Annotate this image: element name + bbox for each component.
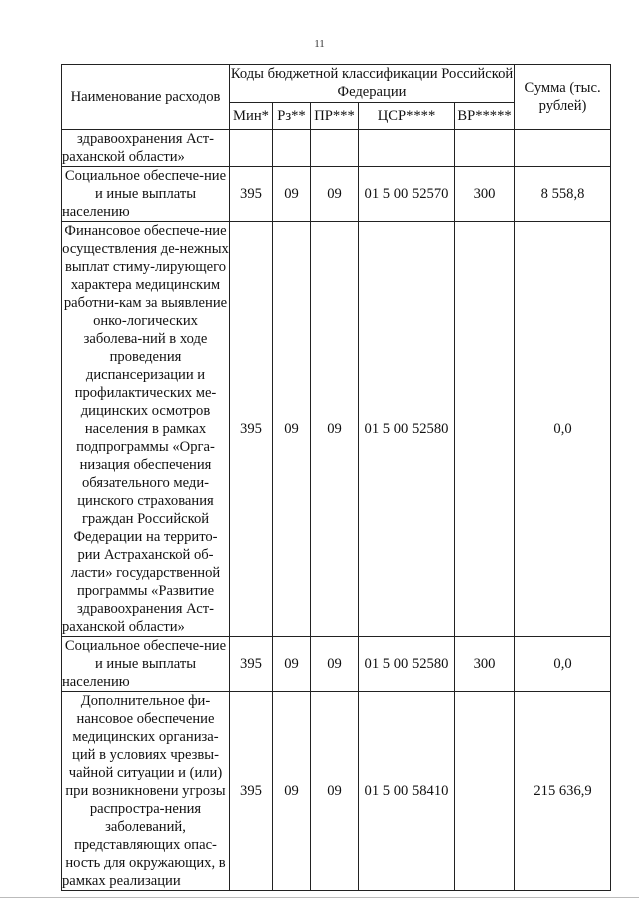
row-vr [455, 692, 515, 891]
table-row [62, 167, 611, 222]
row-name: Социальное обеспече-ние и иные выплаты населению [62, 167, 230, 222]
row-name: здравоохранения Аст-раханской области» [62, 130, 230, 167]
row-csr: 01 5 00 52580 [359, 222, 455, 637]
row-min: 395 [230, 167, 273, 222]
row-rz: 09 [273, 167, 311, 222]
row-sum: 0,0 [515, 222, 611, 637]
row-vr [455, 130, 515, 167]
header-codes: Коды бюджетной классификации Российской Федерации [230, 66, 514, 101]
header-name: Наименование расходов [62, 65, 230, 130]
row-sum: 8 558,8 [515, 167, 611, 222]
row-rz: 09 [273, 222, 311, 637]
row-min: 395 [230, 692, 273, 891]
row-sum: 0,0 [515, 637, 611, 692]
row-sum [515, 130, 611, 167]
budget-table [61, 64, 611, 891]
header-col-rz: Рз** [273, 102, 311, 129]
header-col-csr: ЦСР**** [359, 102, 455, 129]
table-row [62, 130, 611, 167]
row-min: 395 [230, 637, 273, 692]
row-csr: 01 5 00 52580 [359, 637, 455, 692]
header-sum: Сумма (тыс. рублей) [515, 65, 611, 130]
header-col-min: Мин* [230, 102, 273, 129]
table-row [62, 637, 611, 692]
row-vr: 300 [455, 637, 515, 692]
row-pr: 09 [311, 637, 359, 692]
row-min [230, 130, 273, 167]
page-number: 11 [314, 38, 325, 50]
row-csr: 01 5 00 52570 [359, 167, 455, 222]
row-min: 395 [230, 222, 273, 637]
row-name: Дополнительное фи-нансовое обеспечение медицинских организа-ций в условиях чрезвы-чайной ситуации и (или) при возникновени угрозы распростра-нения заболеваний, представляющих опас-ность для окружающих, в рамках реализации [62, 692, 230, 891]
row-pr: 09 [311, 167, 359, 222]
page-bottom-rule [0, 897, 639, 898]
header-col-pr: ПР*** [311, 102, 359, 129]
row-rz: 09 [273, 637, 311, 692]
row-pr [311, 130, 359, 167]
row-pr: 09 [311, 692, 359, 891]
row-sum: 215 636,9 [515, 692, 611, 891]
row-vr [455, 222, 515, 637]
row-pr: 09 [311, 222, 359, 637]
row-name: Социальное обеспече-ние и иные выплаты населению [62, 637, 230, 692]
row-rz [273, 130, 311, 167]
header-col-vr: ВР***** [455, 102, 515, 129]
table-row [62, 692, 611, 891]
row-name: Финансовое обеспече-ние осуществления де-нежных выплат стиму-лирующего характера медицинским работни-кам за выявление онко-логических заболева-ний в ходе проведения диспансеризации и профилактических ме-дицинских осмотров населения в рамках подпрограммы «Орга-низация обеспечения обязательного меди-цинского страхования граждан Российской Федерации на террито-рии Астраханской об-ласти» государственной программы «Развитие здравоохранения Аст-раханской области» [62, 223, 229, 635]
row-csr: 01 5 00 58410 [359, 692, 455, 891]
row-vr: 300 [455, 167, 515, 222]
row-csr [359, 130, 455, 167]
row-rz: 09 [273, 692, 311, 891]
table-row [62, 222, 611, 637]
